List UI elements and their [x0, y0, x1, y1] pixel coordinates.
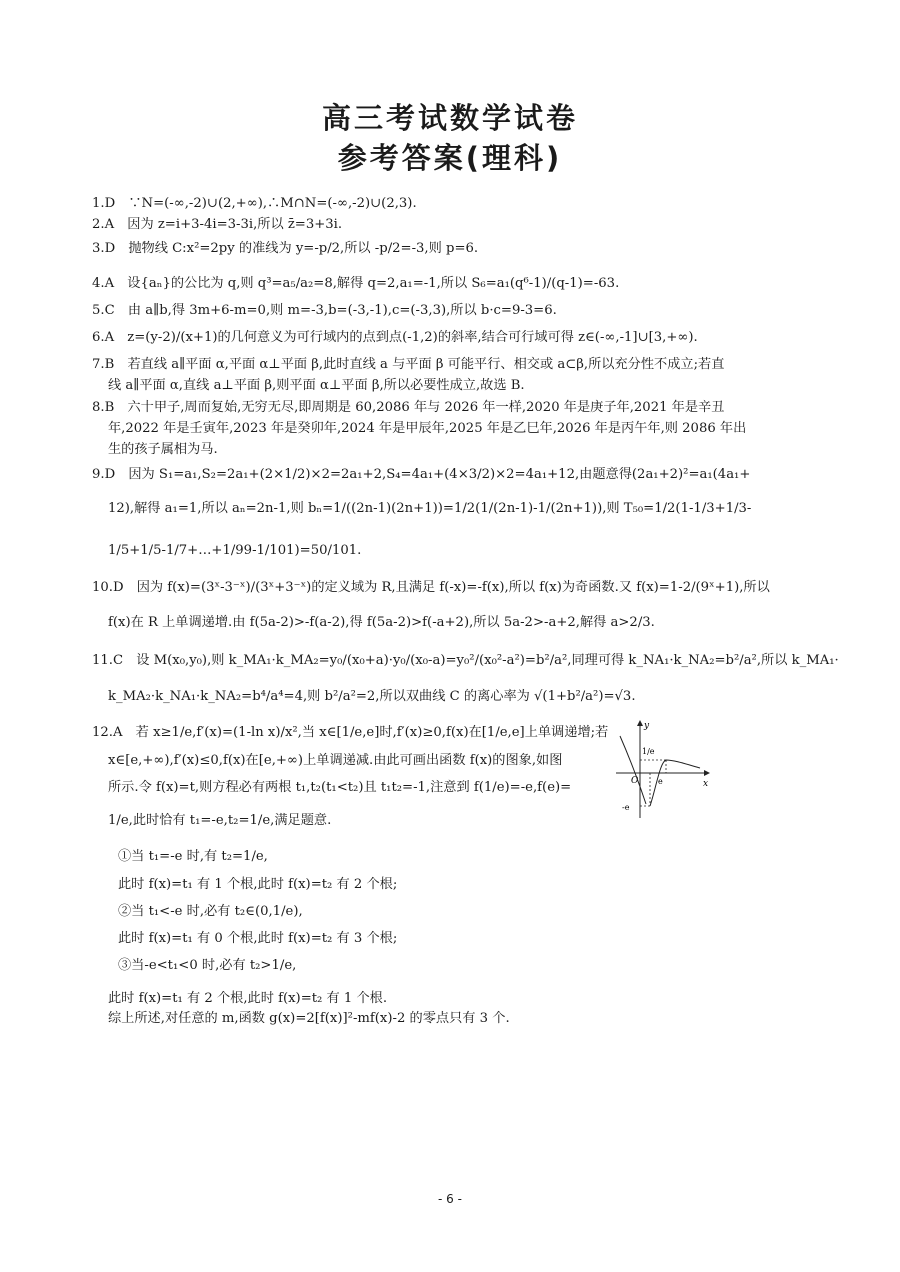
answer-3: 3.D 抛物线 C:x²=2py 的准线为 y=-p/2,所以 -p/2=-3,则 p=6. — [92, 241, 479, 256]
inv-e-label: 1/e — [642, 747, 655, 756]
answer-12-line3: 所示.令 f(x)=t,则方程必有两根 t₁,t₂(t₁<t₂)且 t₁t₂=-1,注意到 f(1/e)=-e,f(e)= — [108, 780, 572, 795]
answer-1: 1.D ∵N=(-∞,-2)∪(2,+∞),∴M∩N=(-∞,-2)∪(2,3). — [92, 196, 417, 211]
origin-label: O — [631, 776, 639, 786]
case-2: ②当 t₁<-e 时,必有 t₂∈(0,1/e), — [118, 904, 303, 919]
e-label: e — [658, 777, 663, 786]
neg-e-label: -e — [622, 803, 630, 812]
answer-9-line3: 1/5+1/5-1/7+…+1/99-1/101)=50/101. — [108, 543, 362, 558]
answer-10-line1: 10.D 因为 f(x)=(3ˣ-3⁻ˣ)/(3ˣ+3⁻ˣ)的定义域为 R,且满足 f(-x)=-f(x),所以 f(x)为奇函数.又 f(x)=1-2/(9ˣ+1),所以 — [92, 580, 770, 595]
answer-7-line2: 线 a∥平面 α,直线 a⊥平面 β,则平面 α⊥平面 β,所以必要性成立,故选 B. — [108, 378, 525, 393]
answer-9-line2: 12),解得 a₁=1,所以 aₙ=2n-1,则 bₙ=1/((2n-1)(2n+1))=1/2(1/(2n-1)-1/(2n+1)),则 T₅₀=1/2(1-1/3+1/3- — [108, 501, 752, 516]
x-axis-arrow — [704, 770, 710, 776]
case-3: ③当-e<t₁<0 时,必有 t₂>1/e, — [118, 958, 297, 973]
answer-11-line2: k_MA₂·k_NA₁·k_NA₂=b⁴/a⁴=4,则 b²/a²=2,所以双曲线 C 的离心率为 √(1+b²/a²)=√3. — [108, 689, 636, 704]
answer-11-line1: 11.C 设 M(x₀,y₀),则 k_MA₁·k_MA₂=y₀/(x₀+a)·y₀/(x₀-a)=y₀²/(x₀²-a²)=b²/a²,同理可得 k_NA₁·k_NA₂=b²/a²,所以 k_MA₁· — [92, 653, 839, 668]
answer-7-line1: 7.B 若直线 a∥平面 α,平面 α⊥平面 β,此时直线 a 与平面 β 可能平行、相交或 a⊂β,所以充分性不成立;若直 — [92, 357, 725, 372]
answer-10-line2: f(x)在 R 上单调递增.由 f(5a-2)>-f(a-2),得 f(5a-2)>f(-a+2),所以 5a-2>-a+2,解得 a>2/3. — [108, 615, 655, 630]
x-axis-label: x — [703, 779, 709, 789]
conclusion: 综上所述,对任意的 m,函数 g(x)=2[f(x)]²-mf(x)-2 的零点只有 3 个. — [108, 1011, 510, 1026]
y-axis-label: y — [644, 721, 650, 731]
case-1: ①当 t₁=-e 时,有 t₂=1/e, — [118, 849, 268, 864]
page-subtitle: 参考答案(理科) — [337, 141, 563, 175]
answer-12-line4: 1/e,此时恰有 t₁=-e,t₂=1/e,满足题意. — [108, 813, 332, 828]
answer-12-line1: 12.A 若 x≥1/e,f′(x)=(1-ln x)/x²,当 x∈[1/e,e]时,f′(x)≥0,f(x)在[1/e,e]上单调递增;若 — [92, 725, 609, 740]
answer-8-line1: 8.B 六十甲子,周而复始,无穷无尽,即周期是 60,2086 年与 2026 年一样,2020 年是庚子年,2021 年是辛丑 — [92, 400, 725, 415]
case-3-result: 此时 f(x)=t₁ 有 2 个根,此时 f(x)=t₂ 有 1 个根. — [108, 991, 388, 1006]
answer-12-line2: x∈[e,+∞),f′(x)≤0,f(x)在[e,+∞)上单调递减.由此可画出函数 f(x)的图象,如图 — [108, 753, 563, 768]
answer-8-line3: 生的孩子属相为马. — [108, 442, 218, 457]
answer-8-line2: 年,2022 年是壬寅年,2023 年是癸卯年,2024 年是甲辰年,2025 年是乙巳年,2026 年是丙午年,则 2086 年出 — [108, 421, 747, 436]
case-1-result: 此时 f(x)=t₁ 有 1 个根,此时 f(x)=t₂ 有 2 个根; — [118, 877, 398, 892]
answer-9-line1: 9.D 因为 S₁=a₁,S₂=2a₁+(2×1/2)×2=2a₁+2,S₄=4a₁+(4×3/2)×2=4a₁+12,由题意得(2a₁+2)²=a₁(4a₁+ — [92, 467, 751, 482]
answer-2: 2.A 因为 z=i+3-4i=3-3i,所以 z̄=3+3i. — [92, 217, 343, 232]
page-title: 高三考试数学试卷 — [321, 101, 578, 135]
answer-6: 6.A z=(y-2)/(x+1)的几何意义为可行域内的点到点(-1,2)的斜率,结合可行域可得 z∈(-∞,-1]∪[3,+∞). — [92, 330, 698, 345]
answer-5: 5.C 由 a∥b,得 3m+6-m=0,则 m=-3,b=(-3,-1),c=(-3,3),所以 b·c=9-3=6. — [92, 303, 557, 318]
function-graph — [614, 718, 710, 822]
case-2-result: 此时 f(x)=t₁ 有 0 个根,此时 f(x)=t₂ 有 3 个根; — [118, 931, 398, 946]
y-axis-arrow — [637, 720, 643, 726]
answer-4: 4.A 设{aₙ}的公比为 q,则 q³=a₅/a₂=8,解得 q=2,a₁=-1,所以 S₆=a₁(q⁶-1)/(q-1)=-63. — [92, 276, 620, 291]
page-number: - 6 - — [438, 1192, 462, 1206]
